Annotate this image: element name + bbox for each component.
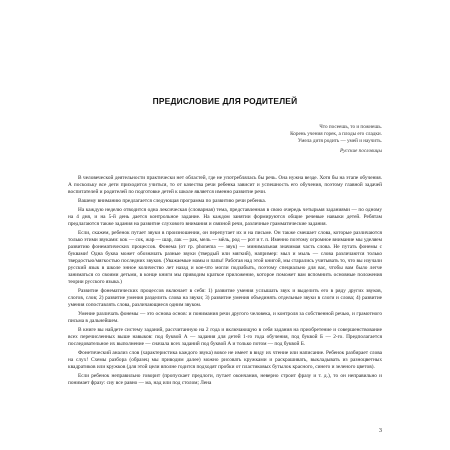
paragraph: Если, скажем, ребенок путает звуки в произношении, он перепутает их и на письме. Он также смешает слова, которые различаются только этими звуками: кок — сок, жар — шар, лак — рак, мель — мёль, род — рот и т. п. Именно поэтому огромное внимание мы уделяем развитию фонематических процессов. Фонема (от гр. phonema — звук) — минимальная значимая часть слова. Не путать фонемы с буквами! Одна буква может обозначать разные звуки (твердый или мягкий), например: мыл и мыль — слова различаются только твердостью/мягкостью последних звуков. (Уважаемые мамы и папы! Работая над этой книгой, мы старались учитывать то, что вы изучали русский язык в школе энное количество лет назад и кое-что могли подзабыть, поэтому специально для вас, чтобы вам было легче заниматься со своими детьми, в конце книги мы приводим краткое приложение, которое поможет вам вспомнить основные положения теории русского языка.) — [68, 229, 382, 286]
epigraph-line: Что посеешь, то и пожнешь. — [319, 124, 382, 130]
epigraph-author: Русские пословицы — [339, 147, 382, 154]
paragraph: Вашему вниманию предлагается следующая программа по развитию речи ребенка. — [78, 197, 266, 204]
epigraph-line: Умела дитя родить — умей и научить. — [297, 138, 382, 145]
paragraph: Умение различать фонемы — это основа основ: и понимания речи другого человека, и контроля за собственной речью, и грамотного письма в дальнейшем. — [68, 310, 382, 324]
page-number: 3 — [378, 427, 382, 434]
epigraph-line: Корень учения горек, а плоды его сладки. — [290, 131, 382, 138]
paragraph: В книге вы найдете систему заданий, рассчитанную на 2 года и включающую в себя задания на приобретение и совершенствование всех перечисленных выше навыков: под буквой А — задания для детей 1-го года обучения, под буквой Б — 2-го. Предполагается последовательное их выполнение — сначала всех заданий под буквой А и только потом — под буквой Б. — [68, 326, 382, 347]
page-title: ПРЕДИСЛОВИЕ ДЛЯ РОДИТЕЛЕЙ — [152, 96, 298, 106]
paragraph: Фонетический анализ слов (характеристика каждого звука) вовсе не имеет в виду их чтение или написание. Ребенок разбирает слова на слух! Схемы разбора (образец мы приводим далее) можно рисовать кружками и раскрашивать, выкладывать из разноцветных квадратиков или кружков (для этой цели вполне годится подходят пробки от пластиковых бутылок красного, синего и зеленого цветов). — [68, 349, 382, 370]
paragraph: Если ребенок неправильно говорит (пропускает предлоги, путает окончания, неверно строит фразу и т. д.), то он неправильно и понимает фразу: сиу все равно — ма, над или под столом; Лена — [68, 372, 382, 386]
paragraph: В человеческой деятельности практически нет областей, где не употреблялась бы речь. Она нужна везде. Хотя бы на этапе обучения. А поскольку все дети приходится учиться, то от качества речи ребенка зависит и успешность его обучения, поэтому главной задачей воспитателей и родителей по подготовке детей к школе является именно развитие речи. — [68, 175, 382, 196]
paragraph: Развитие фонематических процессов включает в себя: 1) развитие умения услышать звук и выделить его в ряду других звуков, слогов, слов; 2) развитие умения разделить слова на звуки; 3) развитие умения объединять отдельные звуки в слоги и слова; 4) развитие умения сопоставлять слова, различающиеся одним звуком. — [68, 287, 382, 308]
paragraph: На каждую неделю отводится одна лексическая (словарная) тема, представленная в свою очередь четырьмя заданиями — по одному на 4 дня, и на 5-й день дается контрольное задание. На каждом занятии формируются общие речевые навыки детей. Ребятам предлагаются также задания на развитие слухового внимания и связной речи, различные грамматические задания. — [68, 206, 382, 227]
epigraph — [192, 124, 382, 155]
body-text — [68, 175, 382, 388]
